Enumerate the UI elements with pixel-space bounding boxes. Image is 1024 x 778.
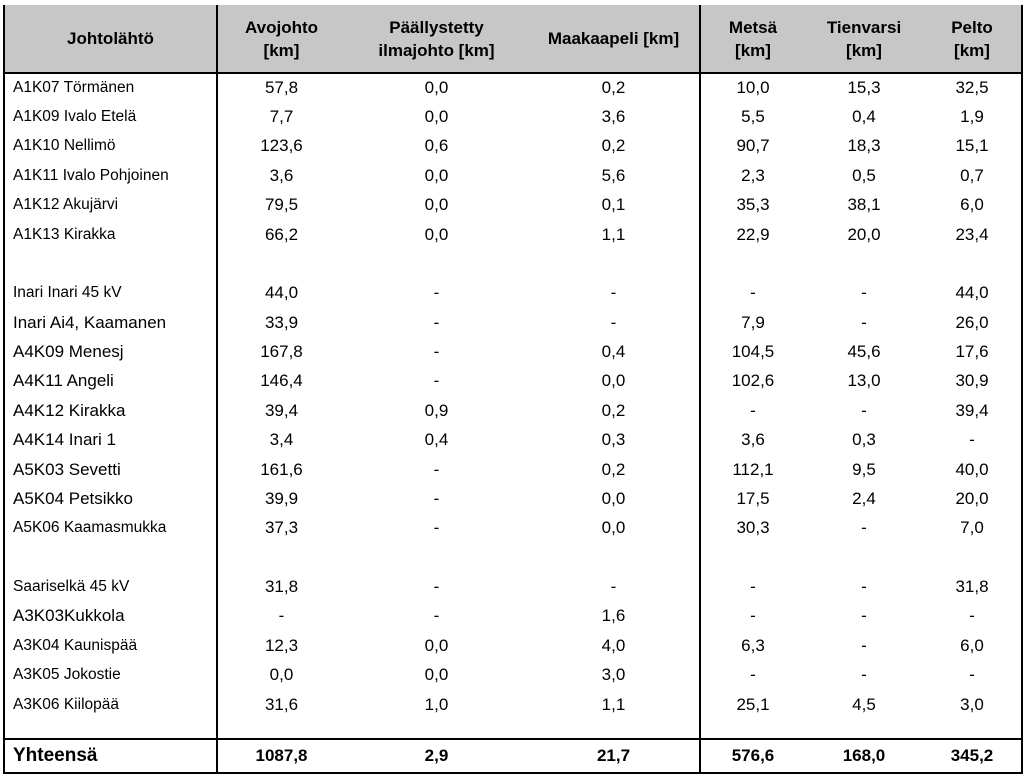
empty-cell [4, 543, 217, 572]
total-maakaapeli: 21,7 [528, 739, 700, 773]
cell-pelto: 6,0 [923, 631, 1022, 660]
cell-tienvarsi: 13,0 [847, 371, 881, 391]
cell-maakaapeli: 4,0 [528, 631, 700, 660]
cell-maakaapeli: 0,0 [528, 484, 700, 513]
cell-tienvarsi: 45,6 [847, 342, 881, 362]
cell-pelto: - [923, 661, 1022, 690]
cell-line-name: A1K11 Ivalo Pohjoinen [4, 161, 217, 190]
cell-paallystetty-ilmajohto: - [433, 312, 440, 332]
table-row [4, 220, 1022, 249]
cell-paallystetty-ilmajohto: 0,4 [424, 430, 449, 450]
table-row [4, 455, 1022, 484]
cell-pelto: - [923, 602, 1022, 631]
table-row [4, 661, 1022, 690]
total-metsa: 576,6 [700, 739, 805, 773]
header-avojohto: Avojohto [km] [217, 5, 345, 73]
cell-metsa: - [750, 606, 756, 626]
cell-metsa: 6,3 [741, 635, 765, 655]
cell-metsa: - [750, 665, 756, 685]
table-header [4, 5, 1022, 73]
cell-tienvarsi: - [861, 635, 867, 655]
cell-line-name: A1K13 Kirakka [4, 220, 217, 249]
cell-paallystetty-ilmajohto: - [433, 518, 440, 538]
cell-tienvarsi: - [861, 577, 867, 597]
cell-maakaapeli: 3,6 [528, 102, 700, 131]
cell-line-name: A5K06 Kaamasmukka [4, 514, 217, 543]
cell-maakaapeli: 5,6 [528, 161, 700, 190]
cell-line-name: A1K10 Nellimö [4, 132, 217, 161]
cell-metsa: 30,3 [736, 518, 770, 538]
cell-pelto: 32,5 [923, 73, 1022, 102]
total-row [4, 739, 1022, 773]
cell-avojohto: 39,9 [264, 488, 299, 508]
cell-tienvarsi: 0,3 [852, 430, 876, 450]
cell-paallystetty-ilmajohto: - [433, 371, 440, 391]
cell-maakaapeli: 0,4 [528, 337, 700, 366]
cell-maakaapeli: 3,0 [528, 661, 700, 690]
cell-pelto: 44,0 [923, 279, 1022, 308]
total-label: Yhteensä [4, 739, 217, 773]
cell-tienvarsi: - [861, 606, 867, 626]
cell-maakaapeli: 0,3 [528, 426, 700, 455]
total-paallystetty-ilmajohto: 2,9 [345, 739, 528, 773]
cell-maakaapeli: 0,2 [528, 396, 700, 425]
cell-pelto: 20,0 [923, 484, 1022, 513]
cell-metsa: 25,1 [736, 694, 770, 714]
cell-avojohto: - [278, 606, 285, 626]
cell-pelto: 39,4 [923, 396, 1022, 425]
cell-maakaapeli: 0,0 [528, 367, 700, 396]
cell-pelto: 31,8 [923, 572, 1022, 601]
cell-paallystetty-ilmajohto: 0,9 [424, 400, 449, 420]
cell-pelto: 40,0 [923, 455, 1022, 484]
cell-paallystetty-ilmajohto: 0,0 [424, 665, 449, 685]
empty-cell [805, 249, 923, 278]
cell-paallystetty-ilmajohto: - [433, 283, 440, 303]
cell-tienvarsi: 0,5 [852, 165, 876, 185]
cell-maakaapeli: - [528, 572, 700, 601]
table-row [4, 337, 1022, 366]
empty-cell [528, 249, 700, 278]
cell-paallystetty-ilmajohto: 1,0 [424, 694, 449, 714]
total-tienvarsi: 168,0 [805, 739, 923, 773]
blank-row [4, 249, 1022, 278]
cell-pelto: 17,6 [923, 337, 1022, 366]
cell-metsa: 112,1 [732, 459, 774, 479]
cell-avojohto: 161,6 [260, 459, 303, 479]
table-row [4, 132, 1022, 161]
cell-line-name: A4K09 Menesj [4, 337, 217, 366]
header-paallystetty-ilmajohto: Päällystetty ilmajohto [km] [345, 5, 528, 73]
cell-pelto: 23,4 [923, 220, 1022, 249]
line-length-table [3, 5, 1023, 774]
cell-metsa: 22,9 [736, 224, 770, 244]
cell-metsa: - [750, 577, 756, 597]
cell-avojohto: 31,6 [264, 694, 299, 714]
cell-tienvarsi: - [861, 312, 867, 332]
cell-line-name: A5K03 Sevetti [4, 455, 217, 484]
cell-paallystetty-ilmajohto: - [433, 488, 440, 508]
table-row [4, 514, 1022, 543]
cell-metsa: - [750, 400, 756, 420]
cell-line-name: A5K04 Petsikko [4, 484, 217, 513]
table-row [4, 161, 1022, 190]
table-row [4, 191, 1022, 220]
empty-cell [345, 543, 528, 572]
empty-cell [923, 249, 1022, 278]
table-row [4, 73, 1022, 102]
cell-paallystetty-ilmajohto: 0,0 [424, 635, 449, 655]
header-maakaapeli: Maakaapeli [km] [528, 5, 700, 73]
cell-maakaapeli: 1,1 [528, 220, 700, 249]
cell-line-name: A1K07 Törmänen [4, 73, 217, 102]
cell-line-name: A4K12 Kirakka [4, 396, 217, 425]
table-row [4, 396, 1022, 425]
table-row [4, 367, 1022, 396]
cell-line-name: A4K11 Angeli [4, 367, 217, 396]
cell-maakaapeli: 0,2 [528, 455, 700, 484]
cell-avojohto: 79,5 [264, 195, 299, 215]
cell-tienvarsi: - [861, 665, 867, 685]
empty-cell [700, 719, 805, 739]
cell-tienvarsi: 15,3 [847, 78, 881, 98]
cell-paallystetty-ilmajohto: 0,6 [424, 136, 449, 156]
cell-tienvarsi: 2,4 [852, 488, 876, 508]
cell-metsa: 5,5 [741, 107, 765, 127]
cell-pelto: 0,7 [923, 161, 1022, 190]
cell-pelto: 6,0 [923, 191, 1022, 220]
header-johtolahto: Johtolähtö [4, 5, 217, 73]
cell-tienvarsi: 0,4 [852, 107, 876, 127]
cell-tienvarsi: - [861, 283, 867, 303]
cell-pelto: 26,0 [923, 308, 1022, 337]
header-tienvarsi: Tienvarsi [km] [805, 5, 923, 73]
table-footer [4, 739, 1022, 773]
cell-paallystetty-ilmajohto: 0,0 [424, 107, 449, 127]
cell-paallystetty-ilmajohto: - [433, 342, 440, 362]
cell-avojohto: 123,6 [260, 136, 303, 156]
cell-pelto: 3,0 [923, 690, 1022, 719]
cell-maakaapeli: 1,6 [528, 602, 700, 631]
cell-line-name: Inari Ai4, Kaamanen [4, 308, 217, 337]
cell-avojohto: 146,4 [260, 371, 303, 391]
cell-pelto: - [923, 426, 1022, 455]
cell-metsa: 17,5 [736, 488, 770, 508]
cell-line-name: A1K09 Ivalo Etelä [4, 102, 217, 131]
cell-line-name: A3K05 Jokostie [4, 661, 217, 690]
table-row [4, 572, 1022, 601]
cell-paallystetty-ilmajohto: - [433, 606, 440, 626]
table-row [4, 102, 1022, 131]
blank-row [4, 543, 1022, 572]
cell-avojohto: 12,3 [264, 635, 299, 655]
cell-paallystetty-ilmajohto: 0,0 [424, 165, 449, 185]
cell-avojohto: 3,4 [269, 430, 294, 450]
empty-cell [700, 543, 805, 572]
empty-cell [923, 543, 1022, 572]
spacer-row [4, 719, 1022, 739]
cell-avojohto: 37,3 [264, 518, 299, 538]
empty-cell [528, 543, 700, 572]
header-row [4, 5, 1022, 73]
total-pelto: 345,2 [923, 739, 1022, 773]
table-row [4, 426, 1022, 455]
empty-cell [923, 719, 1022, 739]
cell-line-name: A1K12 Akujärvi [4, 191, 217, 220]
empty-cell [4, 249, 217, 278]
cell-line-name: A4K14 Inari 1 [4, 426, 217, 455]
cell-metsa: 35,3 [736, 195, 770, 215]
empty-cell [217, 249, 345, 278]
cell-maakaapeli: - [528, 308, 700, 337]
cell-tienvarsi: 18,3 [847, 136, 881, 156]
table-body [4, 73, 1022, 739]
cell-avojohto: 167,8 [260, 342, 303, 362]
cell-metsa: 7,9 [741, 312, 765, 332]
empty-cell [345, 249, 528, 278]
empty-cell [217, 719, 345, 739]
cell-tienvarsi: - [861, 400, 867, 420]
cell-paallystetty-ilmajohto: 0,0 [424, 78, 449, 98]
cell-avojohto: 66,2 [264, 224, 299, 244]
total-avojohto: 1087,8 [217, 739, 345, 773]
empty-cell [345, 719, 528, 739]
cell-metsa: 2,3 [741, 165, 765, 185]
header-pelto: Pelto [km] [923, 5, 1022, 73]
cell-metsa: 102,6 [731, 371, 775, 391]
cell-metsa: 104,5 [731, 342, 775, 362]
cell-maakaapeli: 0,0 [528, 514, 700, 543]
empty-cell [4, 719, 217, 739]
cell-maakaapeli: 0,2 [528, 132, 700, 161]
table-row [4, 308, 1022, 337]
cell-avojohto: 33,9 [264, 312, 299, 332]
empty-cell [528, 719, 700, 739]
cell-avojohto: 39,4 [264, 400, 299, 420]
empty-cell [805, 543, 923, 572]
empty-cell [700, 249, 805, 278]
cell-tienvarsi: 20,0 [847, 224, 881, 244]
table-row [4, 631, 1022, 660]
cell-maakaapeli: 0,1 [528, 191, 700, 220]
cell-metsa: 3,6 [741, 430, 765, 450]
cell-maakaapeli: 0,2 [528, 73, 700, 102]
cell-paallystetty-ilmajohto: - [433, 577, 440, 597]
cell-metsa: 90,7 [736, 136, 770, 156]
cell-line-name: A3K03Kukkola [4, 602, 217, 631]
cell-tienvarsi: 38,1 [847, 195, 881, 215]
cell-line-name: Inari Inari 45 kV [4, 279, 217, 308]
cell-avojohto: 7,7 [269, 107, 294, 127]
cell-tienvarsi: 9,5 [852, 459, 876, 479]
cell-avojohto: 57,8 [264, 78, 299, 98]
cell-tienvarsi: - [861, 518, 867, 538]
cell-pelto: 1,9 [923, 102, 1022, 131]
empty-cell [805, 719, 923, 739]
table-row [4, 690, 1022, 719]
cell-line-name: Saariselkä 45 kV [4, 572, 217, 601]
cell-paallystetty-ilmajohto: 0,0 [424, 224, 449, 244]
cell-pelto: 30,9 [923, 367, 1022, 396]
cell-avojohto: 0,0 [269, 665, 294, 685]
cell-maakaapeli: - [528, 279, 700, 308]
table-row [4, 484, 1022, 513]
cell-paallystetty-ilmajohto: 0,0 [424, 195, 449, 215]
cell-tienvarsi: 4,5 [852, 694, 876, 714]
cell-avojohto: 44,0 [264, 283, 299, 303]
cell-avojohto: 31,8 [264, 577, 299, 597]
empty-cell [217, 543, 345, 572]
cell-paallystetty-ilmajohto: - [433, 459, 440, 479]
cell-line-name: A3K06 Kiilopää [4, 690, 217, 719]
table-row [4, 602, 1022, 631]
table-row [4, 279, 1022, 308]
cell-metsa: - [750, 283, 756, 303]
cell-metsa: 10,0 [736, 78, 770, 98]
cell-pelto: 7,0 [923, 514, 1022, 543]
cell-avojohto: 3,6 [269, 165, 294, 185]
cell-line-name: A3K04 Kaunispää [4, 631, 217, 660]
cell-maakaapeli: 1,1 [528, 690, 700, 719]
header-metsa: Metsä [km] [700, 5, 805, 73]
cell-pelto: 15,1 [923, 132, 1022, 161]
